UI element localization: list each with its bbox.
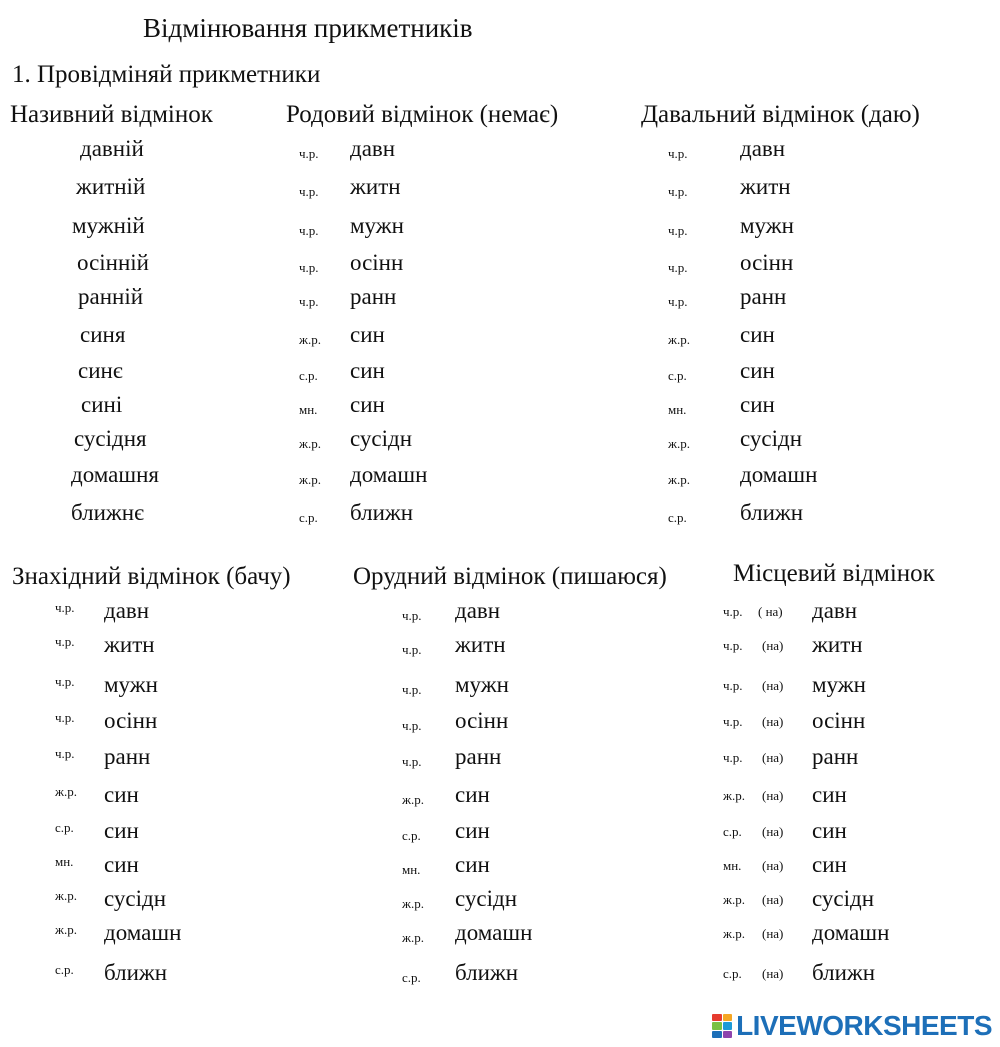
nominative-word: синя — [80, 322, 126, 347]
dative-gender: ж.р. — [668, 332, 690, 347]
instrumental-stem: домашн — [455, 920, 533, 945]
nominative-word: давній — [80, 136, 144, 161]
instrumental-stem: син — [455, 782, 490, 807]
dative-gender: ч.р. — [668, 184, 688, 199]
dative-gender: ч.р. — [668, 260, 688, 275]
locative-preposition: ( на) — [758, 604, 783, 619]
genitive-stem: син — [350, 392, 385, 417]
accusative-stem: син — [104, 852, 139, 877]
nominative-word: житній — [76, 174, 146, 199]
locative-preposition: (на) — [762, 824, 784, 839]
genitive-stem: давн — [350, 136, 396, 161]
locative-stem: син — [812, 852, 847, 877]
nominative-word: ранній — [78, 284, 144, 309]
instrumental-stem: син — [455, 818, 490, 843]
accusative-gender: мн. — [55, 854, 74, 869]
genitive-stem: ближн — [350, 500, 414, 525]
genitive-gender: ч.р. — [299, 223, 319, 238]
locative-gender: ч.р. — [723, 714, 743, 729]
dative-stem: син — [740, 392, 775, 417]
locative-preposition: (на) — [762, 750, 784, 765]
locative-preposition: (на) — [762, 926, 784, 941]
dative-gender: с.р. — [668, 368, 687, 383]
accusative-stem: давн — [104, 598, 150, 623]
locative-gender: мн. — [723, 858, 742, 873]
dative-stem: осінн — [740, 250, 794, 275]
locative-gender: ч.р. — [723, 604, 743, 619]
accusative-stem: ранн — [104, 744, 151, 769]
genitive-stem: домашн — [350, 462, 428, 487]
locative-gender: ч.р. — [723, 638, 743, 653]
locative-gender: ж.р. — [723, 926, 745, 941]
instrumental-stem: ближн — [455, 960, 519, 985]
header-locative: Місцевий відмінок — [733, 560, 935, 587]
genitive-stem: син — [350, 322, 385, 347]
nominative-word: ближнє — [71, 500, 144, 525]
instrumental-gender: ч.р. — [402, 718, 422, 733]
header-genitive: Родовий відмінок (немає) — [286, 101, 559, 128]
instrumental-gender: ж.р. — [402, 930, 424, 945]
dative-gender: с.р. — [668, 510, 687, 525]
accusative-gender: с.р. — [55, 820, 74, 835]
accusative-stem: син — [104, 818, 139, 843]
dative-stem: син — [740, 358, 775, 383]
genitive-stem: осінн — [350, 250, 404, 275]
locative-stem: осінн — [812, 708, 866, 733]
dative-gender: ч.р. — [668, 223, 688, 238]
liveworksheets-logo — [712, 1011, 992, 1041]
instrumental-gender: с.р. — [402, 970, 421, 985]
instrumental-gender: ж.р. — [402, 792, 424, 807]
dative-stem: мужн — [740, 213, 794, 238]
page-title: Відмінювання прикметників — [143, 13, 473, 43]
accusative-gender: ж.р. — [55, 888, 77, 903]
accusative-gender: ч.р. — [55, 634, 75, 649]
accusative-stem: домашн — [104, 920, 182, 945]
locative-gender: с.р. — [723, 824, 742, 839]
instrumental-stem: сусідн — [455, 886, 518, 911]
liveworksheets-mark-icon — [712, 1014, 732, 1038]
locative-gender: ж.р. — [723, 892, 745, 907]
locative-stem: домашн — [812, 920, 890, 945]
instrumental-gender: ч.р. — [402, 642, 422, 657]
dative-gender: ч.р. — [668, 146, 688, 161]
dative-gender: ж.р. — [668, 436, 690, 451]
locative-stem: сусідн — [812, 886, 875, 911]
dative-stem: син — [740, 322, 775, 347]
locative-preposition: (на) — [762, 788, 784, 803]
locative-stem: давн — [812, 598, 858, 623]
nominative-word: осінній — [77, 250, 149, 275]
accusative-stem: син — [104, 782, 139, 807]
genitive-gender: ч.р. — [299, 184, 319, 199]
locative-stem: ранн — [812, 744, 859, 769]
genitive-gender: ж.р. — [299, 332, 321, 347]
header-dative: Давальний відмінок (даю) — [641, 101, 920, 128]
locative-gender: ч.р. — [723, 750, 743, 765]
accusative-stem: мужн — [104, 672, 158, 697]
locative-preposition: (на) — [762, 966, 784, 981]
accusative-stem: житн — [104, 632, 155, 657]
nominative-word: домашня — [71, 462, 159, 487]
instrumental-stem: давн — [455, 598, 501, 623]
genitive-stem: ранн — [350, 284, 397, 309]
genitive-gender: с.р. — [299, 368, 318, 383]
locative-gender: с.р. — [723, 966, 742, 981]
header-instrumental: Орудний відмінок (пишаюся) — [353, 563, 667, 590]
instrumental-gender: с.р. — [402, 828, 421, 843]
nominative-word: сині — [81, 392, 123, 417]
instrumental-gender: мн. — [402, 862, 421, 877]
dative-stem: житн — [740, 174, 791, 199]
locative-stem: син — [812, 782, 847, 807]
genitive-gender: ч.р. — [299, 260, 319, 275]
dative-stem: ближн — [740, 500, 804, 525]
instrumental-stem: мужн — [455, 672, 509, 697]
header-nominative: Називний відмінок — [10, 101, 213, 128]
locative-preposition: (на) — [762, 678, 784, 693]
locative-preposition: (на) — [762, 892, 784, 907]
dative-gender: мн. — [668, 402, 687, 417]
accusative-gender: ч.р. — [55, 710, 75, 725]
genitive-gender: ч.р. — [299, 146, 319, 161]
dative-stem: давн — [740, 136, 786, 161]
locative-preposition: (на) — [762, 638, 784, 653]
instrumental-stem: житн — [455, 632, 506, 657]
dative-gender: ж.р. — [668, 472, 690, 487]
genitive-gender: ч.р. — [299, 294, 319, 309]
genitive-gender: с.р. — [299, 510, 318, 525]
header-accusative: Знахідний відмінок (бачу) — [12, 563, 291, 590]
genitive-stem: син — [350, 358, 385, 383]
nominative-word: синє — [78, 358, 123, 383]
instrumental-stem: ранн — [455, 744, 502, 769]
accusative-stem: осінн — [104, 708, 158, 733]
locative-stem: мужн — [812, 672, 866, 697]
locative-stem: житн — [812, 632, 863, 657]
locative-preposition: (на) — [762, 858, 784, 873]
instrumental-gender: ж.р. — [402, 896, 424, 911]
genitive-stem: житн — [350, 174, 401, 199]
locative-stem: син — [812, 818, 847, 843]
locative-gender: ж.р. — [723, 788, 745, 803]
genitive-gender: ж.р. — [299, 472, 321, 487]
instrumental-stem: син — [455, 852, 490, 877]
genitive-stem: сусідн — [350, 426, 413, 451]
task-heading: 1. Провідміняй прикметники — [12, 61, 321, 88]
accusative-gender: ж.р. — [55, 922, 77, 937]
accusative-stem: сусідн — [104, 886, 167, 911]
accusative-gender: ж.р. — [55, 784, 77, 799]
instrumental-gender: ч.р. — [402, 682, 422, 697]
locative-stem: ближн — [812, 960, 876, 985]
instrumental-gender: ч.р. — [402, 754, 422, 769]
accusative-stem: ближн — [104, 960, 168, 985]
locative-preposition: (на) — [762, 714, 784, 729]
nominative-word: мужній — [72, 213, 145, 238]
nominative-word: сусідня — [74, 426, 147, 451]
dative-gender: ч.р. — [668, 294, 688, 309]
genitive-gender: мн. — [299, 402, 318, 417]
genitive-gender: ж.р. — [299, 436, 321, 451]
locative-gender: ч.р. — [723, 678, 743, 693]
dative-stem: сусідн — [740, 426, 803, 451]
accusative-gender: ч.р. — [55, 674, 75, 689]
genitive-stem: мужн — [350, 213, 404, 238]
instrumental-gender: ч.р. — [402, 608, 422, 623]
accusative-gender: ч.р. — [55, 746, 75, 761]
accusative-gender: с.р. — [55, 962, 74, 977]
instrumental-stem: осінн — [455, 708, 509, 733]
dative-stem: домашн — [740, 462, 818, 487]
liveworksheets-logo-text: LIVEWORKSHEETS — [736, 1010, 992, 1041]
accusative-gender: ч.р. — [55, 600, 75, 615]
dative-stem: ранн — [740, 284, 787, 309]
